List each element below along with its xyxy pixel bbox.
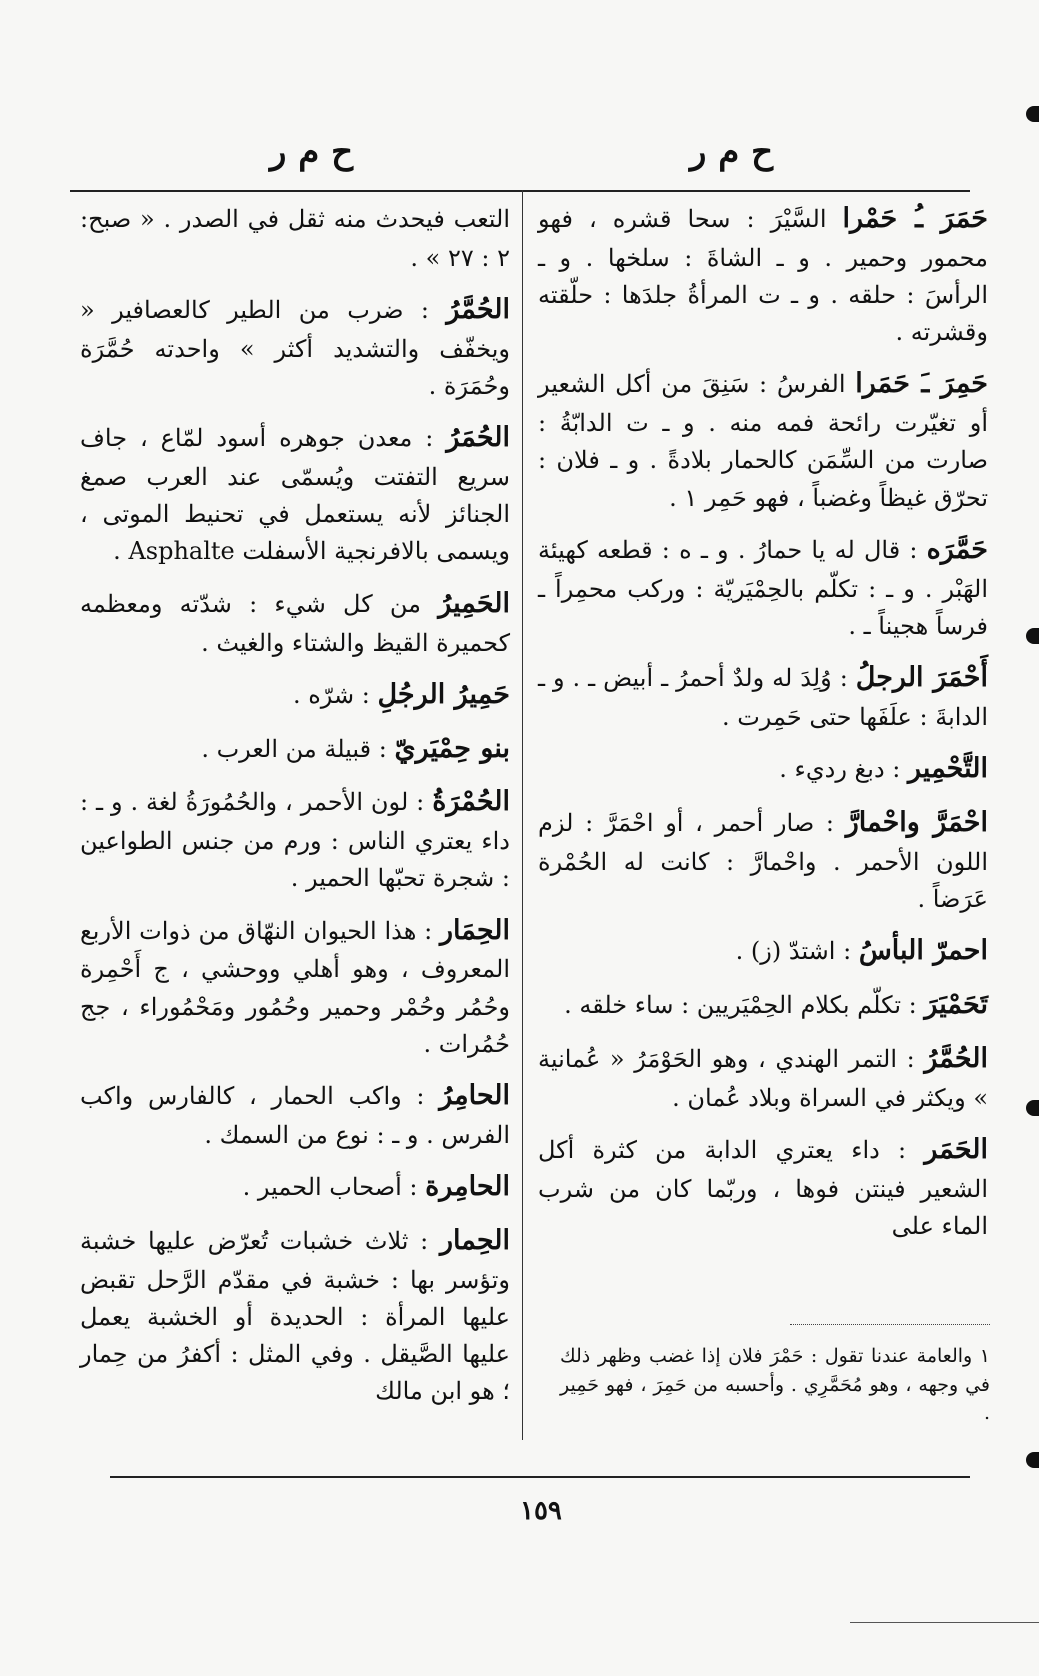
right-column bbox=[538, 198, 988, 1257]
dictionary-entry bbox=[538, 363, 988, 516]
thumb-index-tab bbox=[1026, 1452, 1039, 1468]
column-divider bbox=[522, 190, 523, 1440]
entry-headword: الحَمِيرُ bbox=[438, 587, 510, 619]
dictionary-entry bbox=[538, 1038, 988, 1117]
right-column-heading: ح م ر bbox=[690, 132, 774, 172]
entry-headword: حَمِرَ ـَ حَمَرا bbox=[855, 368, 989, 400]
entry-definition: : ضرب من الطير كالعصافير « ويخفّف والتشديد أكثر » واحدته حُمَّرَة وحُمَرَة . bbox=[80, 296, 510, 401]
dictionary-entry bbox=[538, 748, 988, 790]
entry-definition: : لون الأحمر ، والحُمُورَةُ لغة . و ـ : داء يعتري الناس : ورم من جنس الطواعين : شجرة تحبّها الحمير . bbox=[80, 788, 510, 893]
page-number: ١٥٩ bbox=[520, 1496, 562, 1526]
entry-headword: حَمَّرَه bbox=[926, 533, 988, 565]
entry-definition: : قال له يا حمارُ . و ـ ه : قطعه كهيئة الهَبْر . و ـ : تكلّم بالحِمْيَريّة : وركب محمِراً ـ فرساً هجيناً ـ . bbox=[538, 535, 988, 640]
dictionary-entry bbox=[80, 781, 510, 897]
dictionary-entry bbox=[80, 728, 510, 770]
entry-headword: حَمَرَ ـُ حَمْرا bbox=[842, 203, 988, 234]
entry-headword: الحَمَر bbox=[924, 1133, 988, 1165]
entry-definition: : قبيلة من العرب . bbox=[201, 734, 387, 763]
entry-definition: من كل شيء : شدّته ومعظمه كحميرة القيظ والشتاء والغيث . bbox=[80, 589, 510, 657]
footnote-separator bbox=[790, 1324, 990, 1326]
entry-headword: الحامِرُ bbox=[439, 1080, 510, 1111]
dictionary-entry bbox=[538, 657, 988, 736]
entry-definition: : اشتدّ (ز) . bbox=[735, 937, 852, 966]
entry-headword: بنو حِمْيَريّ bbox=[394, 732, 510, 764]
entry-headword: تَحَمْيَرَ bbox=[924, 988, 988, 1020]
thumb-index-tab bbox=[1026, 1100, 1039, 1116]
entry-definition: : معدن جوهره أسود لمّاع ، جاف سريع التفتت ويُسمّى عند العرب صمغ الجنائز لأنه يستعمل في تحنيط الموتى ، ويسمى بالافرنجية الأسفلت Asphalte . bbox=[80, 424, 510, 566]
dictionary-entry bbox=[80, 417, 510, 570]
entry-definition: : التمر الهندي ، وهو الحَوْمَرُ « عُمانية » ويكثر في السراة وبلاد عُمان . bbox=[538, 1044, 988, 1112]
thumb-index-tab bbox=[1026, 106, 1039, 122]
dictionary-entry bbox=[538, 930, 988, 972]
dictionary-entry bbox=[80, 1166, 510, 1208]
entry-definition: : هذا الحيوان النهّاق من ذوات الأربع المعروف ، وهو أهلي ووحشي ، ج أَحْمِرة وحُمُر وحُمْر وحمير وحُمُور ومَحْمُوراء ، جج حُمُرات . bbox=[80, 916, 510, 1058]
dictionary-entry bbox=[80, 198, 510, 277]
entry-definition: : ثلاث خشبات تُعرّض عليها خشبة وتؤسر بها : خشبة في مقدّم الرَّحل تقبض عليها المرأة : الحديدة أو الخشبة يعمل عليها الصَّيقل . وفي المثل : أكفرُ من حِمار ؛ هو ابن مالك bbox=[80, 1226, 510, 1406]
dictionary-entry bbox=[80, 910, 510, 1063]
entry-definition: : وُلِدَ له ولدٌ أحمرُ ـ أبيض ـ . و ـ الدابةَ : علَفَها حتى حَمِرت . bbox=[538, 664, 988, 731]
footnote: ١ والعامة عندنا تقول : حَمْرَ فلان إذا غضب وظهر ذلك في وجهه ، وهو مُحَمَّرِي . وأحسبه من حَمِرَ ، فهو حَمِير . bbox=[560, 1345, 990, 1424]
entry-definition: : صار أحمر ، أو احْمَرَّ : لزم اللون الأحمر . واحْمارَّ : كانت له الحُمْرة عَرَضاً . bbox=[538, 808, 988, 913]
entry-headword: الحِمَار bbox=[439, 914, 511, 946]
entry-definition: السَّيْرَ : سحا قشره ، فهو محمور وحمير . و ـ الشاةَ : سلخها . و ـ الرأسَ : حلقه . و ـ ت المرأةُ جلدَها : حلّقته وقشرته . bbox=[538, 205, 989, 347]
entry-headword: الحُمَرُ bbox=[446, 422, 510, 454]
dictionary-entry bbox=[538, 529, 988, 645]
entry-headword: احْمَرَّ واحْمارَّ bbox=[845, 806, 988, 838]
dictionary-entry bbox=[80, 289, 510, 405]
dictionary-entry bbox=[538, 198, 988, 351]
entry-headword: الحِمار bbox=[439, 1224, 510, 1256]
entry-definition: الفرسُ : سَنِقَ من أكل الشعير أو تغيّرت رائحة فمه منه . و ـ ت الدابّةُ : صارت من السِّمَن كالحمار بلادةً . و ـ فلان : تحرّق غيظاً وغضباً ، فهو حَمِر ١ . bbox=[538, 370, 988, 512]
dictionary-entry bbox=[538, 802, 988, 918]
dictionary-entry bbox=[80, 583, 510, 662]
entry-headword: الحُمَّرُ bbox=[924, 1042, 988, 1074]
entry-headword: الحامِرة bbox=[425, 1171, 510, 1203]
dictionary-entry bbox=[538, 1129, 988, 1245]
left-column bbox=[80, 198, 510, 1422]
corner-rule bbox=[850, 1622, 1039, 1623]
entry-headword: احمرّ البأسُ bbox=[858, 935, 988, 967]
thumb-index-tab bbox=[1026, 628, 1039, 644]
dictionary-entry bbox=[538, 984, 988, 1026]
entry-definition: : أصحاب الحمير . bbox=[242, 1173, 418, 1202]
top-rule bbox=[70, 190, 970, 192]
entry-headword: التَّحْمِير bbox=[908, 753, 988, 785]
entry-definition: : واكب الحمار ، كالفارس واكب الفرس . و ـ : نوع من السمك . bbox=[80, 1082, 510, 1149]
entry-headword: الحُمْرَةُ bbox=[432, 786, 510, 818]
dictionary-entry bbox=[80, 1220, 510, 1411]
entry-definition: التعب فيحدث منه ثقل في الصدر . « صبح: ٢ : ٢٧ » . bbox=[80, 205, 510, 272]
dictionary-entry bbox=[80, 1075, 510, 1154]
entry-definition: : شرّه . bbox=[292, 680, 370, 709]
entry-headword: حَمِيرُ الرجُلِ bbox=[377, 678, 510, 710]
entry-headword: الحُمَّرُ bbox=[446, 294, 510, 326]
entry-definition: : تكلّم بكلام الحِمْيَريين : ساء خلقه . bbox=[564, 990, 917, 1019]
bottom-rule bbox=[110, 1476, 970, 1478]
entry-headword: أَحْمَرَ الرجلُ bbox=[855, 662, 988, 694]
dictionary-entry bbox=[80, 674, 510, 716]
entry-definition: : دبغ رديء . bbox=[779, 755, 901, 784]
entry-definition: : داء يعتري الدابة من كثرة أكل الشعير فينتن فوها ، وربّما كان من شرب الماء على bbox=[538, 1135, 988, 1240]
left-column-heading: ح م ر bbox=[270, 132, 354, 172]
